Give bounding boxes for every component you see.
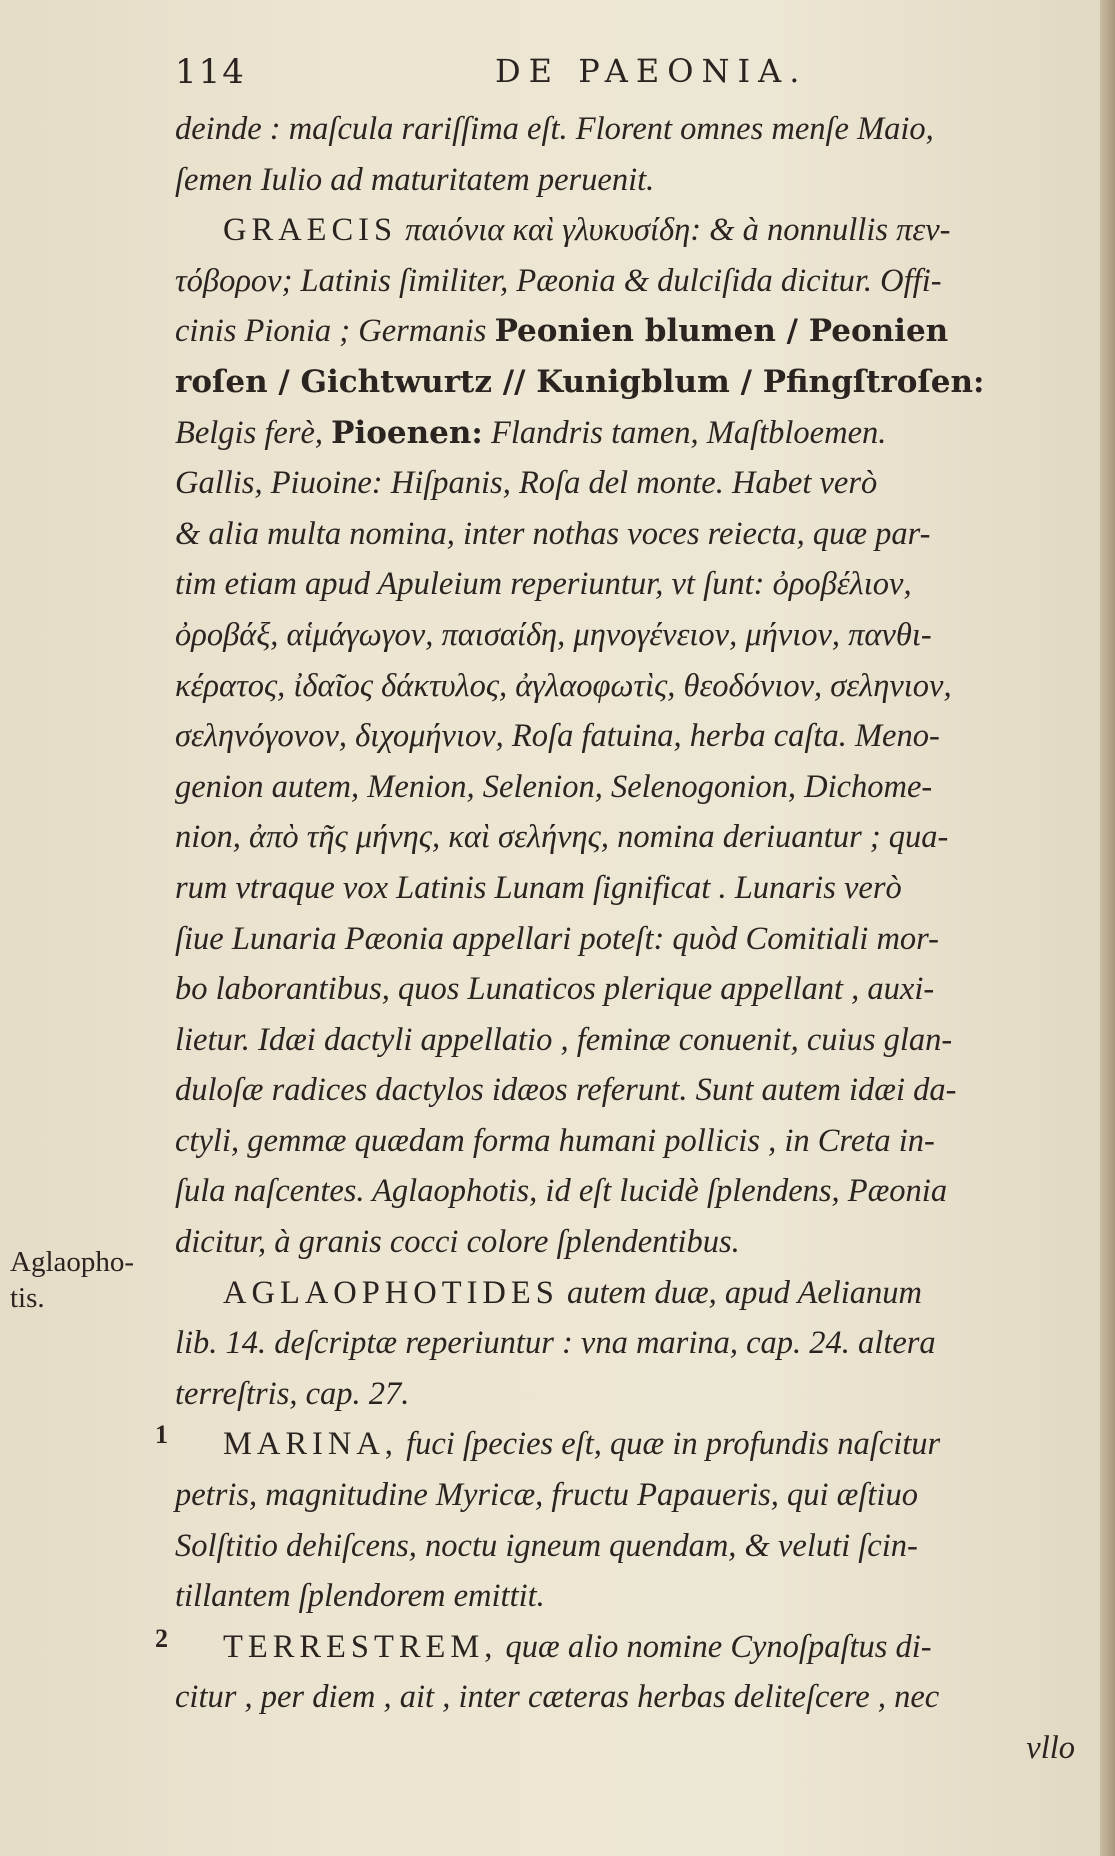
line-text: τόβορον; Latinis ſimiliter, Pæonia & dulciſida dicitur. Offi-: [175, 262, 942, 299]
text-line: [175, 1723, 1075, 1774]
line-text: autem duæ, apud Aelianum: [558, 1274, 923, 1311]
text-line: [175, 1166, 1075, 1217]
text-line: [175, 1268, 1075, 1319]
small-caps-word: AGLAOPHOTIDES: [223, 1274, 559, 1311]
blackletter-text: Pioenen:: [331, 414, 483, 451]
small-caps-word: TERRESTREM,: [223, 1628, 498, 1665]
page-edge: [1100, 0, 1115, 1856]
text-line: [175, 812, 1075, 863]
margin-note-line: tis.: [10, 1282, 45, 1314]
text-line: [175, 964, 1075, 1015]
margin-number: 1: [155, 1420, 168, 1449]
line-text: Belgis ferè,: [175, 414, 332, 451]
line-text: deinde : maſcula rariſſima eſt. Florent omnes menſe Maio,: [175, 111, 934, 147]
line-text: ſiue Lunaria Pæonia appellari poteſt: quòd Comitiali mor-: [175, 920, 940, 957]
text-line: [175, 1318, 1075, 1369]
text-line: [175, 559, 1075, 610]
text-line: [175, 1065, 1075, 1116]
margin-number: 2: [155, 1624, 168, 1653]
line-text: lib. 14. deſcriptæ reperiuntur : vna marina, cap. 24. altera: [175, 1325, 936, 1362]
text-line: [175, 914, 1075, 965]
small-caps-word: MARINA,: [223, 1426, 398, 1463]
line-text: nion, ἀπὸ τῆς μήνης, καὶ σελήνης, nomina deriuantur ; qua-: [175, 819, 949, 856]
line-text: terreſtris, cap. 27.: [175, 1375, 410, 1412]
text-line: [175, 661, 1075, 712]
line-text: tim etiam apud Apuleium reperiuntur, vt ſunt: ὀροβέλιον,: [175, 566, 912, 603]
text-line: [175, 1015, 1075, 1066]
line-text: genion autem, Menion, Selenion, Selenogonion, Dichome-: [175, 768, 933, 805]
text-line: [175, 357, 1075, 408]
text-line: [175, 1419, 1075, 1470]
folio-number: 114: [175, 52, 246, 92]
text-line: [175, 458, 1075, 509]
line-text: duloſæ radices dactylos idæos referunt. Sunt autem idæi da-: [175, 1072, 957, 1109]
text-line: [175, 256, 1075, 307]
line-text: tillantem ſplendorem emittit.: [175, 1578, 545, 1615]
page-header: [175, 52, 1075, 102]
text-line: [175, 1470, 1075, 1521]
line-text: lietur. Idæi dactyli appellatio , feminæ conuenit, cuius glan-: [175, 1021, 953, 1058]
line-text: ſemen Iulio ad maturitatem peruenit.: [175, 161, 655, 198]
line-text: citur , per diem , ait , inter cæteras herbas deliteſcere , nec: [175, 1679, 940, 1716]
text-line: [175, 509, 1075, 560]
line-text: quæ alio nomine Cynoſpaſtus di-: [497, 1628, 932, 1665]
text-line: [175, 408, 1075, 459]
line-text: Flandris tamen, Maſtbloemen.: [482, 414, 887, 451]
line-text: vllo: [1026, 1730, 1075, 1766]
line-text: ctyli, gemmæ quædam forma humani pollicis , in Creta in-: [175, 1122, 935, 1159]
line-text: παιόνια καὶ γλυκυσίδη: & à nonnullis πεν-: [397, 212, 951, 249]
line-text: σεληνόγονον, διχομήνιον, Roſa fatuina, herba caſta. Meno-: [175, 718, 940, 755]
small-caps-word: GRAECIS: [223, 212, 398, 249]
margin-note-line: Aglaopho-: [10, 1246, 135, 1278]
running-title: DE PAEONIA.: [495, 52, 808, 90]
line-text: Gallis, Piuoine: Hiſpanis, Roſa del monte. Habet verò: [175, 465, 878, 502]
line-text: ὀροβάξ, αἱμάγωγον, παισαίδη, μηνογένειον, μήνιον, πανθι-: [175, 616, 932, 653]
text-line: [175, 306, 1075, 357]
line-text: bo laborantibus, quos Lunaticos plerique appellant , auxi-: [175, 971, 935, 1008]
text-line: [175, 1571, 1075, 1622]
text-line: [175, 104, 1075, 155]
text-line: [175, 1217, 1075, 1268]
blackletter-text: roſen / Gichtwurtz // Kunigblum / Pfingſtroſen:: [175, 363, 985, 400]
line-text: rum vtraque vox Latinis Lunam ſignificat . Lunaris verò: [175, 869, 902, 906]
line-text: κέρατος, ἰδαῖος δάκτυλος, ἀγλαοφωτὶς, θεοδόνιον, σεληνιον,: [175, 667, 952, 704]
line-text: dicitur, à granis cocci colore ſplendentibus.: [175, 1224, 740, 1261]
text-line: [175, 1521, 1075, 1572]
text-line: [175, 762, 1075, 813]
text-line: [175, 1622, 1075, 1673]
text-line: [175, 1672, 1075, 1723]
text-line: [175, 1116, 1075, 1167]
blackletter-text: Peonien blumen / Peonien: [494, 313, 949, 350]
line-text: cinis Pionia ; Germanis: [175, 313, 495, 350]
text-line: [175, 863, 1075, 914]
text-line: [175, 1369, 1075, 1420]
line-text: fuci ſpecies eſt, quæ in profundis naſcitur: [397, 1426, 941, 1463]
body-text: [175, 104, 1075, 1774]
text-line: [175, 155, 1075, 206]
line-text: ſula naſcentes. Aglaophotis, id eſt lucidè ſplendens, Pæonia: [175, 1173, 948, 1210]
line-text: petris, magnitudine Myricæ, fructu Papaueris, qui æſtiuo: [175, 1477, 918, 1514]
line-text: & alia multa nomina, inter nothas voces reiecta, quæ par-: [175, 515, 931, 552]
text-line: [175, 205, 1075, 256]
margin-note: [10, 1244, 160, 1316]
line-text: Solſtitio dehiſcens, noctu igneum quendam, & veluti ſcin-: [175, 1527, 918, 1564]
text-line: [175, 711, 1075, 762]
text-line: [175, 610, 1075, 661]
